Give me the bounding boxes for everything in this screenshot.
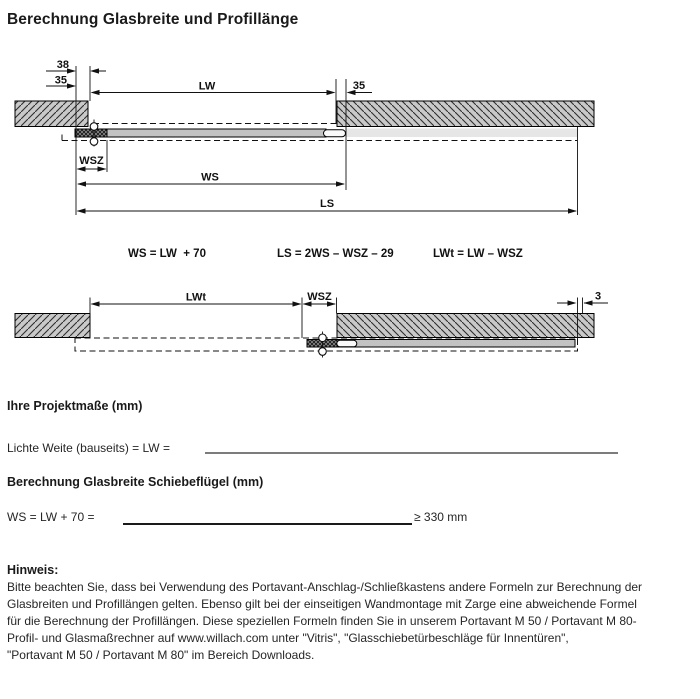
top-diagram bbox=[0, 58, 700, 220]
ws-field-label: WS = LW + 70 = bbox=[7, 510, 95, 524]
dim-35-left-label: 35 bbox=[54, 74, 67, 87]
dim-wsz-label: WSZ bbox=[307, 291, 332, 303]
lw-input-line bbox=[205, 452, 618, 454]
track-end-cap bbox=[324, 130, 346, 137]
dimension-wsz bbox=[303, 291, 337, 307]
glass-panel-ghost bbox=[346, 129, 578, 138]
wall-section-left bbox=[15, 101, 88, 127]
dimension-lwt bbox=[91, 292, 302, 307]
dim-lwt-label: LWt bbox=[185, 291, 207, 304]
note-line: Glasbreiten und Profillängen gelten. Ebenso gilt bei der einseitigen Wandmontage mit Zarge eine abweichende Formel bbox=[7, 597, 637, 611]
note-heading: Hinweis: bbox=[7, 563, 59, 577]
wall-section-right bbox=[337, 314, 594, 338]
ws-min-value: ≥ 330 mm bbox=[414, 510, 468, 524]
note-paragraph bbox=[7, 579, 642, 664]
formula-ws: WS = LW + 70 bbox=[128, 248, 206, 260]
glass-panel-closed bbox=[337, 340, 575, 348]
dimension-ls bbox=[77, 198, 578, 214]
note-line: für die Berechnung der Profillängen. Diese speziellen Formeln finden Sie in unserem Portavant M 50 / Portavant M 80- bbox=[7, 614, 637, 628]
dimension-wsz bbox=[77, 155, 107, 172]
calc-heading: Berechnung Glasbreite Schiebeflügel (mm) bbox=[7, 475, 264, 489]
dimension-ws bbox=[77, 172, 345, 187]
dim-wsz-label: WSZ bbox=[79, 155, 104, 167]
wall-section-right bbox=[337, 101, 594, 127]
wall-fixing-profile bbox=[75, 129, 107, 137]
dim-35-right-label: 35 bbox=[352, 80, 366, 92]
dim-lw-label: LW bbox=[198, 80, 216, 93]
note-line: Bitte beachten Sie, dass bei Verwendung des Portavant-Anschlag-/Schließkastens andere Formeln zur Berechnung der bbox=[7, 580, 643, 594]
track-end-cap bbox=[337, 340, 357, 347]
ws-input-line bbox=[123, 523, 412, 525]
glass-panel-closed bbox=[75, 129, 326, 137]
page-title: Berechnung Glasbreite und Profillänge bbox=[7, 11, 299, 28]
project-heading: Ihre Projektmaße (mm) bbox=[7, 399, 143, 413]
dimension-lw bbox=[91, 81, 336, 96]
formula-lwt: LWt = LW – WSZ bbox=[433, 248, 523, 260]
dim-ls-label: LS bbox=[319, 198, 335, 210]
bottom-diagram bbox=[0, 285, 700, 370]
wall-section-left bbox=[15, 314, 90, 338]
formula-ls: LS = 2WS – WSZ – 29 bbox=[277, 248, 394, 260]
dim-ws-label: WS bbox=[201, 171, 219, 184]
dim-38-label: 38 bbox=[56, 59, 69, 71]
dim-3-label: 3 bbox=[594, 290, 602, 303]
lw-field-label: Lichte Weite (bauseits) = LW = bbox=[7, 441, 170, 455]
dimension-35-right bbox=[347, 80, 373, 95]
dimension-35-left bbox=[46, 75, 76, 89]
note-line: Profil- und Glasmaßrechner auf www.willach.com unter "Vitris", "Glasschiebetürbeschläge für Innentüren", bbox=[7, 631, 569, 645]
note-line: "Portavant M 50 / Portavant M 80" im Bereich Downloads. bbox=[7, 648, 315, 662]
